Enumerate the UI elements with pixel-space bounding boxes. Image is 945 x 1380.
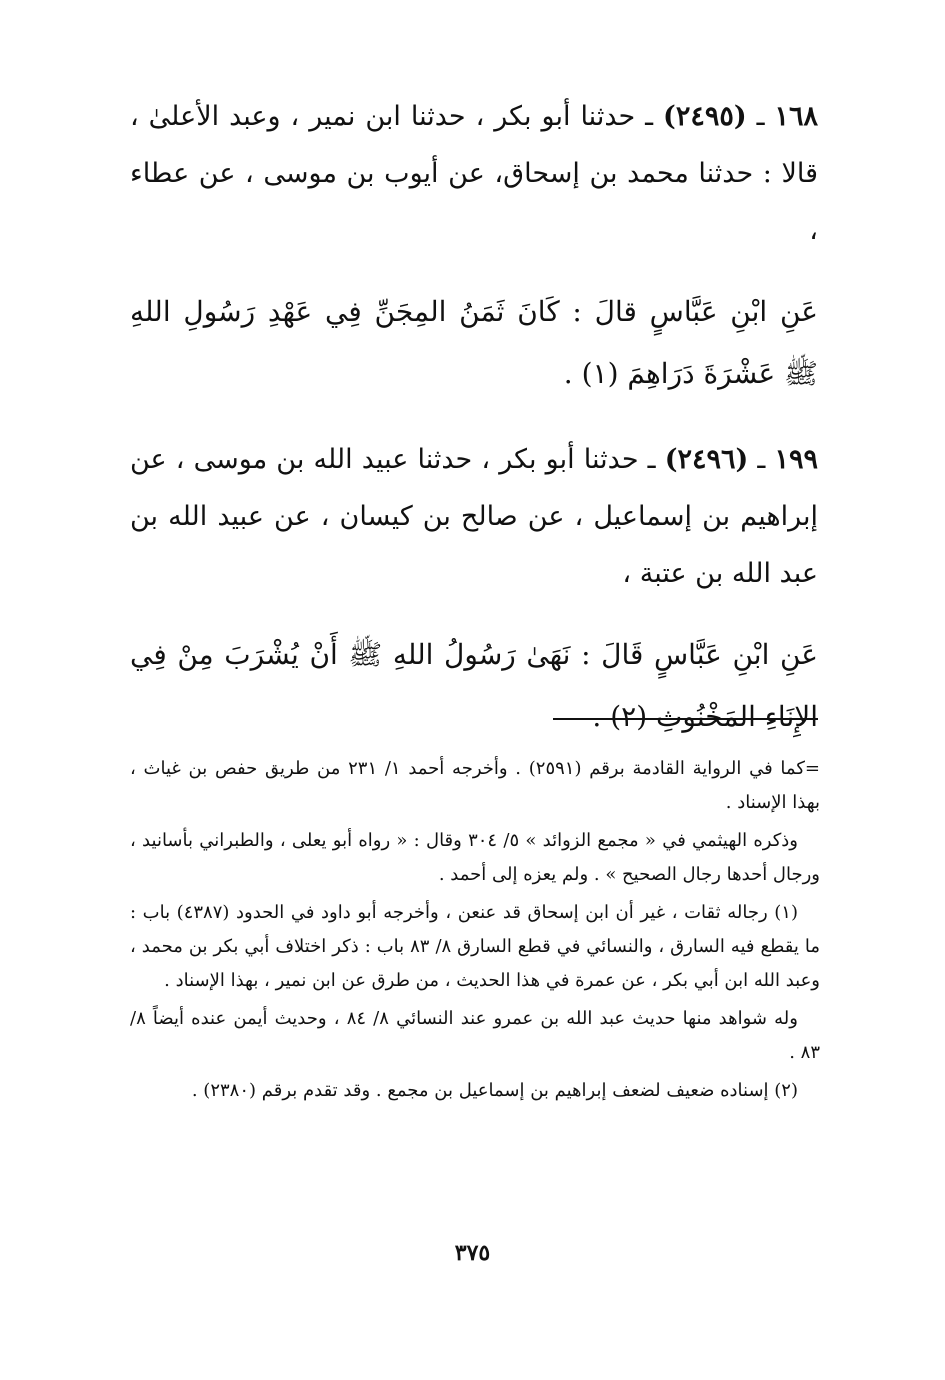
hadith-2-isnad-text: حدثنا أبو بكر ، حدثنا عبيد الله بن موسى ، عن إبراهيم بن إسماعيل ، عن صالح بن كيسان ، عن عبيد الله بن عبد الله بن عتبة ، bbox=[130, 444, 818, 589]
footnotes bbox=[130, 752, 820, 1112]
hadith-1-matn: عَنِ ابْنِ عَبَّاسٍ قالَ : كَانَ ثَمَنُ المِجَنِّ فِي عَهْدِ رَسُولِ اللهِ ﷺ عَشْرَةَ دَرَاهِمَ (١) . bbox=[130, 295, 818, 390]
hadith-2-isnad: ١٩٩ ـ (٢٤٩٦) ـ حدثنا أبو بكر ، حدثنا عبيد الله بن موسى ، عن إبراهيم بن إسماعيل ، عن صالح بن كيسان ، عن عبيد الله بن عبد الله بن عتبة ، bbox=[130, 444, 818, 589]
hadith-2-ref: (٢٤٩٦) bbox=[664, 444, 749, 475]
footnote-continued: =كما في الرواية القادمة برقم (٢٥٩١) . وأخرجه أحمد ١/ ٢٣١ من طريق حفص بن غياث ، بهذا الإسناد . bbox=[130, 758, 820, 813]
main-text bbox=[130, 88, 818, 748]
hadith-1-number: ١٦٨ bbox=[774, 101, 818, 132]
hadith-1-isnad-text: حدثنا أبو بكر ، حدثنا ابن نمير ، وعبد الأعلىٰ ، قالا : حدثنا محمد بن إسحاق، عن أيوب بن موسى ، عن عطاء ، bbox=[130, 101, 818, 246]
hadith-1-ref: (٢٤٩٥) bbox=[663, 101, 747, 132]
footnote-2: (٢) إسناده ضعيف لضعف إبراهيم بن إسماعيل بن مجمع . وقد تقدم برقم (٢٣٨٠) . bbox=[191, 1080, 798, 1101]
page-number: ٣٧٥ bbox=[454, 1240, 491, 1266]
footnote-haythami: وذكره الهيثمي في « مجمع الزوائد » ٥/ ٣٠٤ وقال : « رواه أبو يعلى ، والطبراني بأسانيد ، ورجال أحدها رجال الصحيح » . ولم يعزه إلى أحمد . bbox=[130, 830, 820, 885]
footnote-1-shawahid: وله شواهد منها حديث عبد الله بن عمرو عند النسائي ٨/ ٨٤ ، وحديث أيمن عنده أيضاً ٨/ ٨٣ . bbox=[130, 1008, 820, 1063]
footnote-divider bbox=[553, 718, 818, 720]
hadith-2-number: ١٩٩ bbox=[774, 444, 818, 475]
hadith-2-matn: عَنِ ابْنِ عَبَّاسٍ قَالَ : نَهَىٰ رَسُولُ اللهِ ﷺ أَنْ يُشْرَبَ مِنْ فِي الإِنَاءِ المَخْنُوثِ (٢) . bbox=[130, 638, 818, 733]
hadith-1-isnad: ١٦٨ ـ (٢٤٩٥) ـ حدثنا أبو بكر ، حدثنا ابن نمير ، وعبد الأعلىٰ ، قالا : حدثنا محمد بن إسحاق، عن أيوب بن موسى ، عن عطاء ، bbox=[130, 101, 818, 246]
footnote-1: (١) رجاله ثقات ، غير أن ابن إسحاق قد عنعن ، وأخرجه أبو داود في الحدود (٤٣٨٧) باب : ما يقطع فيه السارق ، والنسائي في قطع السارق ٨/ ٨٣ باب : ذكر اختلاف أبي بكر بن محمد ، وعبد الله ابن أبي بكر ، عن عمرة في هذا الحديث ، من طرق عن ابن نمير ، بهذا الإسناد . bbox=[130, 902, 820, 991]
